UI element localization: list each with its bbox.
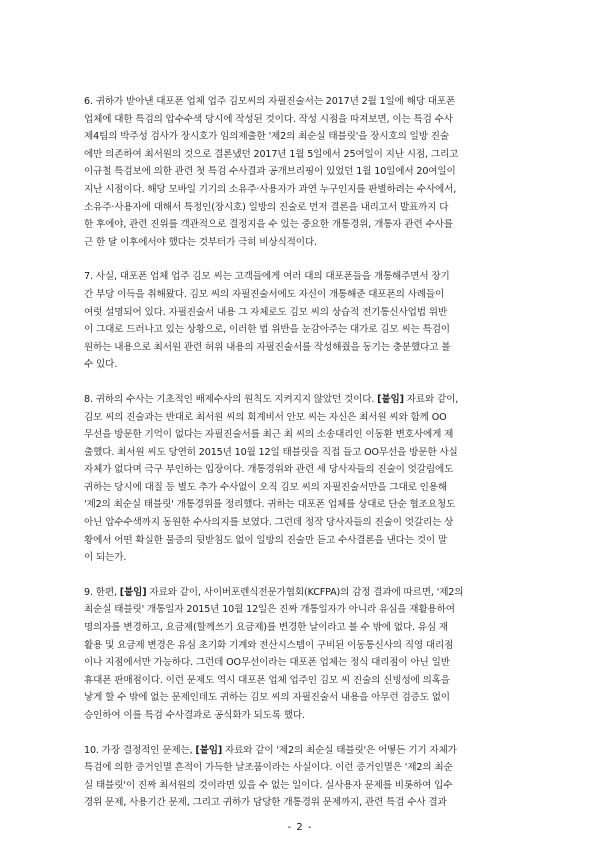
paragraph-line: 7. 사실, 대포폰 업체 업주 김모 씨는 고객들에게 여러 대의 대포폰들을 개통해주면서 장기 — [84, 271, 450, 283]
paragraph-line: 이규철 특검보에 의한 관련 첫 특검 수사결과 공개브리핑이 있었던 1월 10일에서 20여일이 — [84, 166, 456, 178]
paragraph-line: 자체가 없다며 극구 부인하는 입장이다. 개통경위와 관련 세 당사자들의 진술이 엇갈림에도 — [84, 464, 454, 476]
paragraph-line: 간 부당 이득을 취해왔다. 김모 씨의 자필진술서에도 자신이 개통해준 대포폰의 사례들이 — [84, 288, 445, 300]
paragraph-line: 수 있다. — [84, 359, 118, 371]
paragraph-line: 원하는 내용으로 최서원 관련 허위 내용의 자필진술서를 작성해줬을 동기는 충분했다고 볼 — [84, 341, 451, 353]
attachment-marker: [붙임] — [377, 393, 404, 405]
paragraph-line: 귀하는 당시에 대질 등 별도 추가 수사없이 오직 김모 씨의 자필진술서만을 그대로 인용해 — [84, 481, 448, 493]
paragraph-line: 6. 귀하가 받아낸 대포폰 업체 업주 김모씨의 자필진술서는 2017년 2월 1일에 해당 대포폰 — [84, 96, 456, 107]
paragraph-10 — [84, 742, 516, 812]
paragraph-line: 9. 한편, [붙임] 자료와 같이, 사이버포렌식전문가협회(KCFPA)의 감정 결과에 따르면, '제2의 — [84, 586, 464, 598]
paragraph-line: 활용 및 요금제 변경은 유심 초기화 기계와 전산시스템이 구비된 이동통신사의 직영 대리점 — [84, 639, 454, 651]
paragraph-line: 10. 가장 결정적인 문제는, [붙임] 자료와 같이 '제2의 최순실 태블릿'은 어떻든 기기 자체가 — [84, 744, 457, 756]
paragraph-line: 이 되는가. — [84, 552, 127, 564]
page-number: - 2 - — [287, 822, 313, 833]
attachment-marker: [붙임] — [195, 744, 223, 756]
paragraph-line: 업체에 대한 특검의 압수수색 당시에 작성된 것이다. 작성 시점을 따져보면, 이는 특검 수사 — [84, 113, 453, 125]
paragraph-line: 명의자를 변경하고, 요금제(할께쓰기 요금제)를 변경한 날이라고 볼 수 밖에 없다. 유심 재 — [84, 622, 448, 634]
paragraph-line: 최순실 태블릿' 개통일자 2015년 10월 12일은 진짜 개통일자가 아니라 유심을 재활용하여 — [84, 604, 455, 616]
paragraph-line: 무선을 방문한 기억이 없다는 자필진술서를 최근 최 씨의 소송대리인 이동환 변호사에게 제 — [84, 429, 454, 441]
paragraph-line: 특검에 의한 증거인멸 흔적이 가득한 날조품이라는 사실이다. 이런 증거인멸은 '제2의 최순 — [84, 762, 453, 774]
paragraph-8 — [84, 391, 516, 567]
paragraph-line: 여럿 설명되어 있다. 자필진술서 내용 그 자체로도 김모 씨의 상습적 전기통신사업법 위반 — [84, 306, 448, 318]
paragraph-line: 승인하여 이를 특검 수사결과로 공식화가 되도록 했다. — [84, 710, 305, 721]
paragraph-line: 에만 의존하여 최서원의 것으로 결론냈던 2017년 1월 5일에서 25여일이 지난 시점, 그리고 — [84, 148, 459, 160]
paragraph-line: '제2의 최순실 태블릿' 개통경위를 정리했다. 귀하는 대포폰 업체를 상대로 단순 협조요청도 — [84, 499, 456, 511]
paragraph-line: 휴대폰 판매점이다. 이런 문제도 역시 대포폰 업체 업주인 김모 씨 진술의 신빙성에 의혹을 — [84, 674, 450, 686]
paragraph-line: 경위 문제, 사용기간 문제, 그리고 귀하가 담당한 개통경위 문제까지, 관련 특검 수사 결과 — [84, 797, 447, 809]
paragraph-6 — [84, 93, 516, 251]
paragraph-9 — [84, 584, 516, 725]
paragraph-line: 이 그대로 드러나고 있는 상황으로, 이러한 법 위반을 눈감아주는 대가로 김모 씨는 특검이 — [84, 324, 450, 336]
paragraph-line: 지난 시점이다. 해당 모바일 기기의 소유주·사용자가 과연 누구인지를 판별하려는 수사에서, — [84, 183, 457, 195]
document-body — [84, 93, 516, 829]
paragraph-line: 소유주·사용자에 대해서 특정인(장시호) 일방의 진술로 먼저 결론을 내리고서 발표까지 다 — [84, 201, 449, 213]
paragraph-line: 아닌 압수수색까지 동원한 수사의지를 보였다. 그런데 정작 당사자들의 진술이 엇갈리는 상 — [84, 517, 454, 529]
attachment-marker: [붙임] — [119, 586, 147, 598]
paragraph-7 — [84, 268, 516, 374]
paragraph-line: 실 태블릿'이 진짜 최서원의 것이라면 있을 수 없는 일이다. 실사용자 문제를 비롯하여 입수 — [84, 779, 453, 791]
paragraph-line: 8. 귀하의 수사는 기초적인 배제수사의 원칙도 지켜지지 않았던 것이다. [붙임] 자료와 같이, — [84, 393, 459, 405]
paragraph-line: 제4팀의 박주성 검사가 장시호가 임의제출한 '제2의 최순실 태블릿'을 장시호의 일방 진술 — [84, 131, 449, 143]
paragraph-line: 김모 씨의 진술과는 반대로 최서원 씨의 회계비서 안모 씨는 자신은 최서원 씨와 함께 OO — [84, 411, 447, 423]
paragraph-line: 황에서 어떤 확실한 물증의 뒷받침도 없이 일방의 진술만 듣고 수사결론을 낸다는 것이 말 — [84, 534, 448, 546]
paragraph-line: 낳게 할 수 밖에 없는 문제인데도 귀하는 김모 씨의 자필진술서 내용을 아무런 검증도 없이 — [84, 692, 450, 704]
paragraph-line: 출했다. 최서원 씨도 당연히 2015년 10월 12일 태블릿을 직접 들고 OO무선을 방문한 사실 — [84, 446, 458, 458]
paragraph-line: 이나 지점에서만 가능하다. 그런데 OO무선이라는 대포폰 업체는 정식 대리점이 아닌 일반 — [84, 657, 450, 669]
paragraph-line: 한 후에야, 관련 진위를 객관적으로 결정지을 수 있는 중요한 개통경위, 개통자 관련 수사를 — [84, 219, 453, 231]
paragraph-line: 근 한 달 이후에서야 했다는 것부터가 극히 비상식적이다. — [84, 236, 317, 248]
